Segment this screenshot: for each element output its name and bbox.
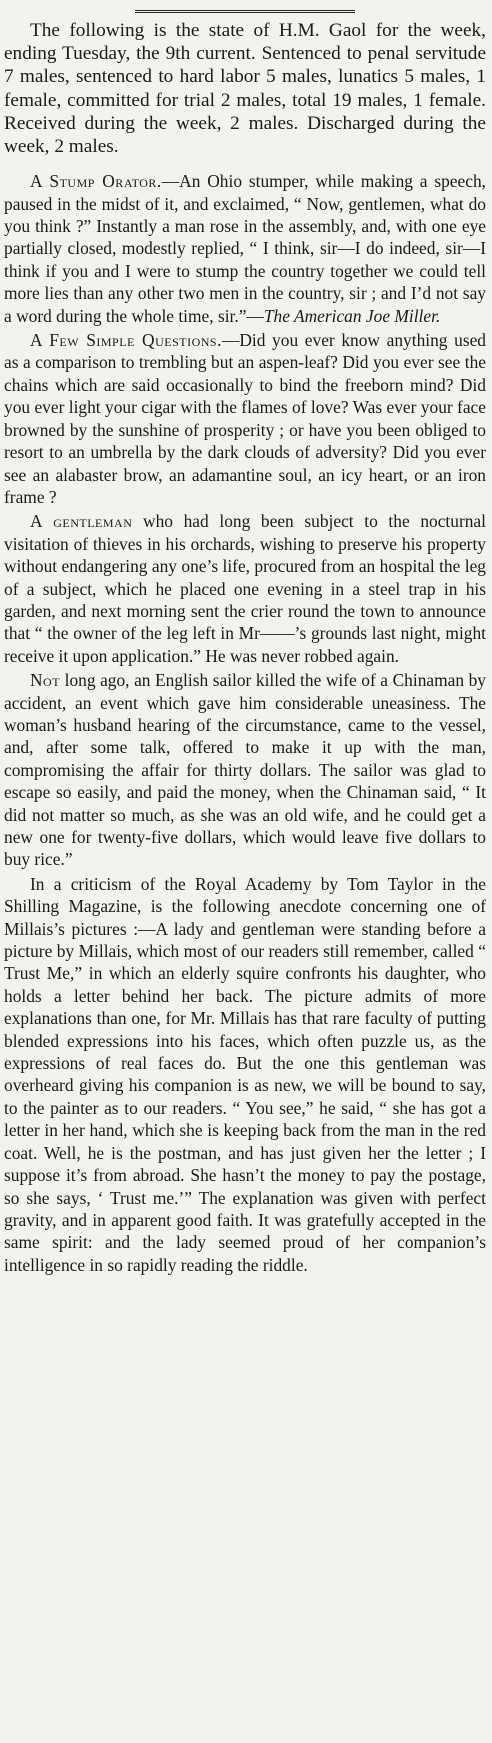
gaol-report-paragraph (4, 19, 486, 158)
chinaman-lead: Not (30, 670, 61, 691)
gentleman-leg-body: who had long been subject to the nocturnal visitation of thieves in his orchards, wishing to preserve his property without endangering any one’s life, procured from an hospital the leg of a subject, which he placed one evening in a steel trap in his garden, and next morning sent the crier round the town to announce that “ the owner of the leg left in Mr——’s grounds last night, might receive it upon application.” He was never robbed again. (4, 511, 486, 666)
stump-orator-source: The American Joe Miller. (263, 305, 441, 326)
stump-orator-heading: A Stump Orator. (30, 171, 162, 192)
chinaman-body: long ago, an English sailor killed the wife of a Chinaman by accident, an event which gave him considerable uneasiness. The woman’s husband hearing of the circumstance, came to the vessel, and, after some talk, offered to make it up with the man, compromising the affair for thirty dollars. The sailor was glad to escape so easily, and paid the money, when the Chinaman said, “ It did not matter so much, as she was an old wife, and he could get a new one for twenty-five dollars, which would leave five dollars to buy rice.” (4, 670, 486, 870)
simple-questions-paragraph (4, 329, 486, 508)
stump-orator-paragraph (4, 170, 486, 327)
royal-academy-paragraph (4, 873, 486, 1276)
simple-questions-heading: A Few Simple Questions. (30, 330, 222, 351)
simple-questions-body: —Did you ever know anything used as a comparison to trembling but an aspen-leaf? Did you ever see the chains which are said occasionally to bind the freeborn mind? Did you ever light your cigar with the flames of love? Was ever your face browned by the sunshine of prosperity ; or have you been obliged to resort to an umbrella by the dark clouds of adversity? Did you ever see an alabaster brow, an adamantine soul, an icy heart, or an iron frame ? (4, 330, 486, 507)
gentleman-leg-paragraph (4, 510, 486, 667)
royal-academy-body: In a criticism of the Royal Academy by Tom Taylor in the Shilling Magazine, is the following anecdote concerning one of Millais’s pictures :—A lady and gentleman were standing before a picture by Millais, which most of our readers still remember, called “ Trust Me,” in which an elderly squire confronts his daughter, who holds a letter behind her back. The picture admits of more explanations than one, for Mr. Millais has that rare faculty of putting blended expressions into his faces, which often puzzle us, as the expressions of real faces do. But the one this gentleman was overheard giving his companion is as new, we will be bound to say, to the painter as to our readers. “ You see,” he said, “ she has got a letter in her hand, which she is keeping back from the man in the red coat. Well, he is the postman, and has just given her the letter ; I suppose it’s from abroad. She hasn’t the money to pay the postage, so she says, ‘ Trust me.’” The explanation was given with perfect gravity, and in apparent good faith. It was gratefully accepted in the same spirit: and the lady seemed proud of her companion’s intelligence in so rapidly reading the riddle. (4, 873, 486, 1275)
gaol-report-text: The following is the state of H.M. Gaol for the week, ending Tuesday, the 9th current. Sentenced to penal servitude 7 males, sentenced to hard labor 5 males, lunatics 5 males, 1 female, committed for trial 2 males, total 19 males, 1 female. Received during the week, 2 males. Discharged during the week, 2 males. (4, 20, 486, 158)
chinaman-paragraph (4, 669, 486, 871)
column-top-rule (135, 10, 355, 13)
stump-orator-body: —An Ohio stumper, while making a speech, paused in the midst of it, and exclaimed, “ Now, gentlemen, what do you think ?” Instantly a man rose in the assembly, and, with one eye partially closed, modestly replied, “ I think, sir—I do indeed, sir—I think if you and I were to stump the country together we could tell more lies than any other two men in the country, sir ; and I’d not say a word during the whole time, sir.”— (4, 171, 486, 326)
gentleman-leg-lead: A gentleman (30, 511, 133, 532)
